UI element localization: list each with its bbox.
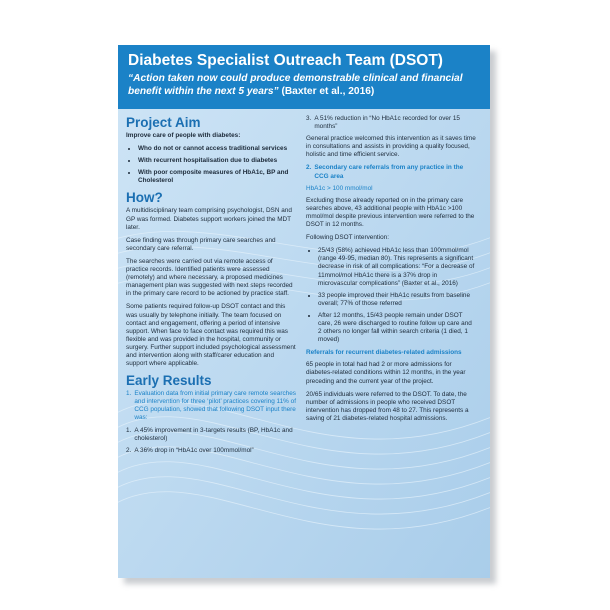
how-paragraph: Some patients required follow-up DSOT contact and this was usually by telephone initially. The team focused on contact and engagement, offering a period of intensive support. When face to face contact was required this was flexible and was provided in the hospital, community or surgery. Further support included psychological assessment and intervention along with staff/carer education and support where applicable. [126,303,296,368]
outcome-list [306,247,476,344]
result-item [306,115,476,131]
item-number: 2. [306,164,312,172]
savings-paragraph: 20/65 individuals were referred to the DSOT. To date, the number of admissions in people who received DSOT intervention has dropped from 48 to 27. This represents a saving of 21 diabetes-related hospital admissions. [306,390,469,422]
gp-welcome-paragraph: General practice welcomed this intervention as it saves time in consultations and assists in providing a quality focused, holistic and time efficient service. [306,135,476,159]
header-quote [128,73,480,98]
poster-sheet [118,45,490,578]
referrals-subheading: Referrals for recurrent diabetes-related admissions [306,349,462,357]
admissions-paragraph: 65 people in total had had 2 or more admissions for diabetes-related conditions within 12 months, in the year preceding and the current year of the project. [306,361,466,385]
item-number: 1. [126,390,132,398]
result-number: 1. [126,426,132,434]
how-heading: How? [126,190,163,206]
hba1c-subheading: HbA1c > 100 mmol/mol [306,184,373,192]
result-item [126,447,296,455]
quote-text: “Action taken now could produce demonstrable clinical and financial benefit within the next 5 years” [128,73,463,97]
right-column [306,115,476,428]
how-paragraph: A multidisciplinary team comprising psychologist, DSN and GP was formed. Diabetes support workers joined the MDT later. [126,207,292,231]
left-column [126,115,296,459]
early-results-heading: Early Results [126,373,212,389]
quote-citation: (Baxter et al., 2016) [281,85,375,97]
header-banner [118,45,490,109]
following-label: Following DSOT intervention: [306,234,389,242]
early-results-item-2 [306,164,476,180]
list-item: • After 12 months, 15/43 people remain under DSOT care, 26 were discharged to routine follow up care and 2 others no longer fall within search criteria (1 died, 1 moved) [318,312,476,344]
project-aim-intro: Improve care of people with diabetes: [126,132,241,139]
project-aim-heading: Project Aim [126,115,201,130]
list-item: • With recurrent hospitalisation due to diabetes [138,157,296,165]
project-aim-list [126,145,296,185]
result-item [126,427,296,443]
result-text: A 51% reduction in “No HbA1c recorded for over 15 months” [314,115,460,131]
result-text: A 36% drop in “HbA1c over 100mmol/mol” [134,446,254,454]
early-results-item-1 [126,390,296,422]
result-text: A 45% improvement in 3-targets results (BP, HbA1c and cholesterol) [134,426,293,442]
list-item: • Who do not or cannot access traditional services [138,145,296,153]
item-text: Evaluation data from initial primary care remote searches and intervention for three ‘pilot’ practices covering 11% of CCG population, showed that following DSOT input there was: [134,390,296,422]
list-item: • 33 people improved their HbA1c results from baseline overall; 77% of those referred [318,292,476,308]
list-item: • With poor composite measures of HbA1c, BP and Cholesterol [138,169,296,185]
how-paragraph: Case finding was through primary care searches and secondary care referral. [126,236,276,252]
result-number: 2. [126,446,132,454]
poster-title: Diabetes Specialist Outreach Team (DSOT) [128,52,443,69]
how-paragraph: The searches were carried out via remote access of practice records. Identified patients were assessed (remotely) and where necessary, a proposed medicines management plan was suggested with next steps recorded in the primary care record to be actioned by practice staff. [126,257,293,298]
excluding-paragraph: Excluding those already reported on in the primary care searches above, 43 additional people with HbA1c >100 mmol/mol despite previous intervention were referred to the DSOT in 12 months. [306,196,475,229]
result-number: 3. [306,115,312,122]
item-text: Secondary care referrals from any practice in the CCG area [314,164,464,180]
list-item: • 25/43 (58%) achieved HbA1c less than 100mmol/mol (range 49-95, median 80). This represents a significant decrease in risk of all complications: “For a decrease of 11mmol/mol HbA1c there is a 37% drop in microvascular complications” (Baxter et al., 2016) [318,247,476,287]
